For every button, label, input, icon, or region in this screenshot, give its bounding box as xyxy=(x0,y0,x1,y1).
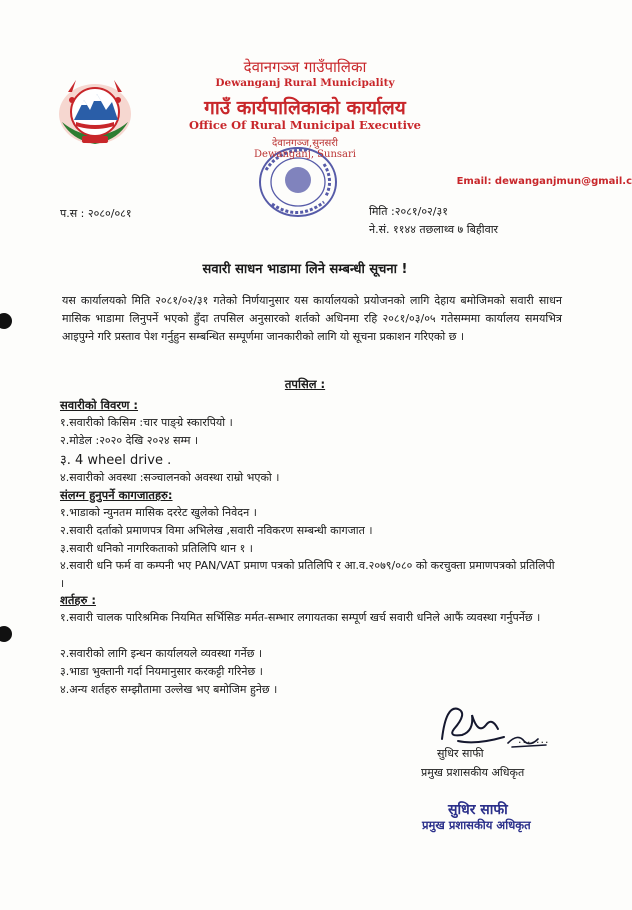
list-item: १.सवारीको किसिम :चार पाङ्ग्रे स्कारपियो । xyxy=(60,416,233,429)
letter-date: मिति :२०८१/०२/३१ xyxy=(369,205,448,218)
signature-dots: ....... xyxy=(518,733,550,746)
list-item: २.सवारी दर्ताको प्रमाणपत्र विमा अभिलेख ,सवारी नविकरण सम्बन्धी कागजात । xyxy=(60,524,373,537)
reference-number: प.स : २०८०/०८१ xyxy=(60,207,132,220)
list-item: २.सवारीको लागि इन्धन कार्यालयले व्यवस्था गर्नेछ । xyxy=(60,647,263,660)
name-stamp: सुधिर साफी xyxy=(448,802,508,818)
list-item: २.मोडेल :२०२० देखि २०२४ सम्म । xyxy=(60,434,199,447)
municipality-name-en: Dewanganj Rural Municipality xyxy=(215,77,395,89)
punch-hole xyxy=(0,313,12,329)
address-en: Dewanganj, Sunsari xyxy=(254,149,356,160)
designation-stamp: प्रमुख प्रशासकीय अधिकृत xyxy=(422,818,531,832)
list-item: ४.सवारीको अवस्था :सञ्चालनको अवस्था राम्रो भएको । xyxy=(60,471,280,484)
municipality-name-np: देवानगञ्ज गाउँपालिका xyxy=(243,58,367,76)
address-np: देवानगञ्ज,सुनसरी xyxy=(272,138,338,149)
office-name-np: गाउँ कार्यपालिकाको कार्यालय xyxy=(204,97,406,119)
list-item: ३.सवारी धनिको नागरिकताको प्रतिलिपि थान १ । xyxy=(60,542,253,555)
list-item: ४.अन्य शर्तहरु सम्झौतामा उल्लेख भए बमोजिम हुनेछ । xyxy=(60,683,278,696)
details-subtitle xyxy=(0,377,610,392)
vehicle-details-heading: सवारीको विवरण : xyxy=(60,398,139,412)
list-item: ३.भाडा भुक्तानी गर्दा नियमानुसार करकट्टी गरिनेछ । xyxy=(60,665,263,678)
list-item: १.भाडाको न्युनतम मासिक दररेट खुलेको निवेदन । xyxy=(60,506,257,519)
punch-hole xyxy=(0,626,12,642)
documents-heading: संलग्न हुनुपर्ने कागजातहरु: xyxy=(60,488,173,502)
list-item: ३. 4 wheel drive . xyxy=(60,453,172,468)
signatory-name: सुधिर साफी xyxy=(437,747,484,760)
notice-body: यस कार्यालयको मिति २०८१/०२/३१ गतेको निर्णयानुसार यस कार्यालयको प्रयोजनको लागि देहाय बमोजिमको सवारी साधन मासिक भाडामा लिनुपर्ने भएको हुँदा तपसिल अनुसारको शर्तको अधिनमा रहि २०८१/०३/०५ गतेसम्ममा कार्यालय समयभित्र आइपुग्ने गरि प्रस्ताव पेश गर्नुहुन सम्बन्धित सम्पूर्णमा जानकारीको लागि यो सूचना प्रकाशन गरिएको छ । xyxy=(62,294,562,344)
nepal-sambat-date: ने.सं. ११४४ तछलाथ्व ७ बिहीवार xyxy=(369,223,499,236)
notice-title: सवारी साधन भाडामा लिने सम्बन्धी सूचना ! xyxy=(202,262,408,277)
conditions-heading: शर्तहरु : xyxy=(60,593,96,607)
signatory-designation: प्रमुख प्रशासकीय अधिकृत xyxy=(421,766,525,779)
email-address: Email: dewanganjmun@gmail.c xyxy=(456,176,632,187)
details-subtitle-text: तपसिल : xyxy=(284,377,326,391)
list-item: ४.सवारी धनि फर्म वा कम्पनी भए PAN/VAT प्रमाण पत्रको प्रतिलिपि र आ.व.२०७९/०८० को करचुक्ता प्रमाणपत्रको प्रतिलिपी । xyxy=(60,559,555,590)
list-item: १.सवारी चालक पारिश्रमिक नियमित सर्भिसिङ मर्मत-सम्भार लगायतका सम्पूर्ण खर्च सवारी धनिले आफैं व्यवस्था गर्नुपर्नेछ । xyxy=(60,611,541,624)
office-name-en: Office Of Rural Municipal Executive xyxy=(189,118,421,132)
